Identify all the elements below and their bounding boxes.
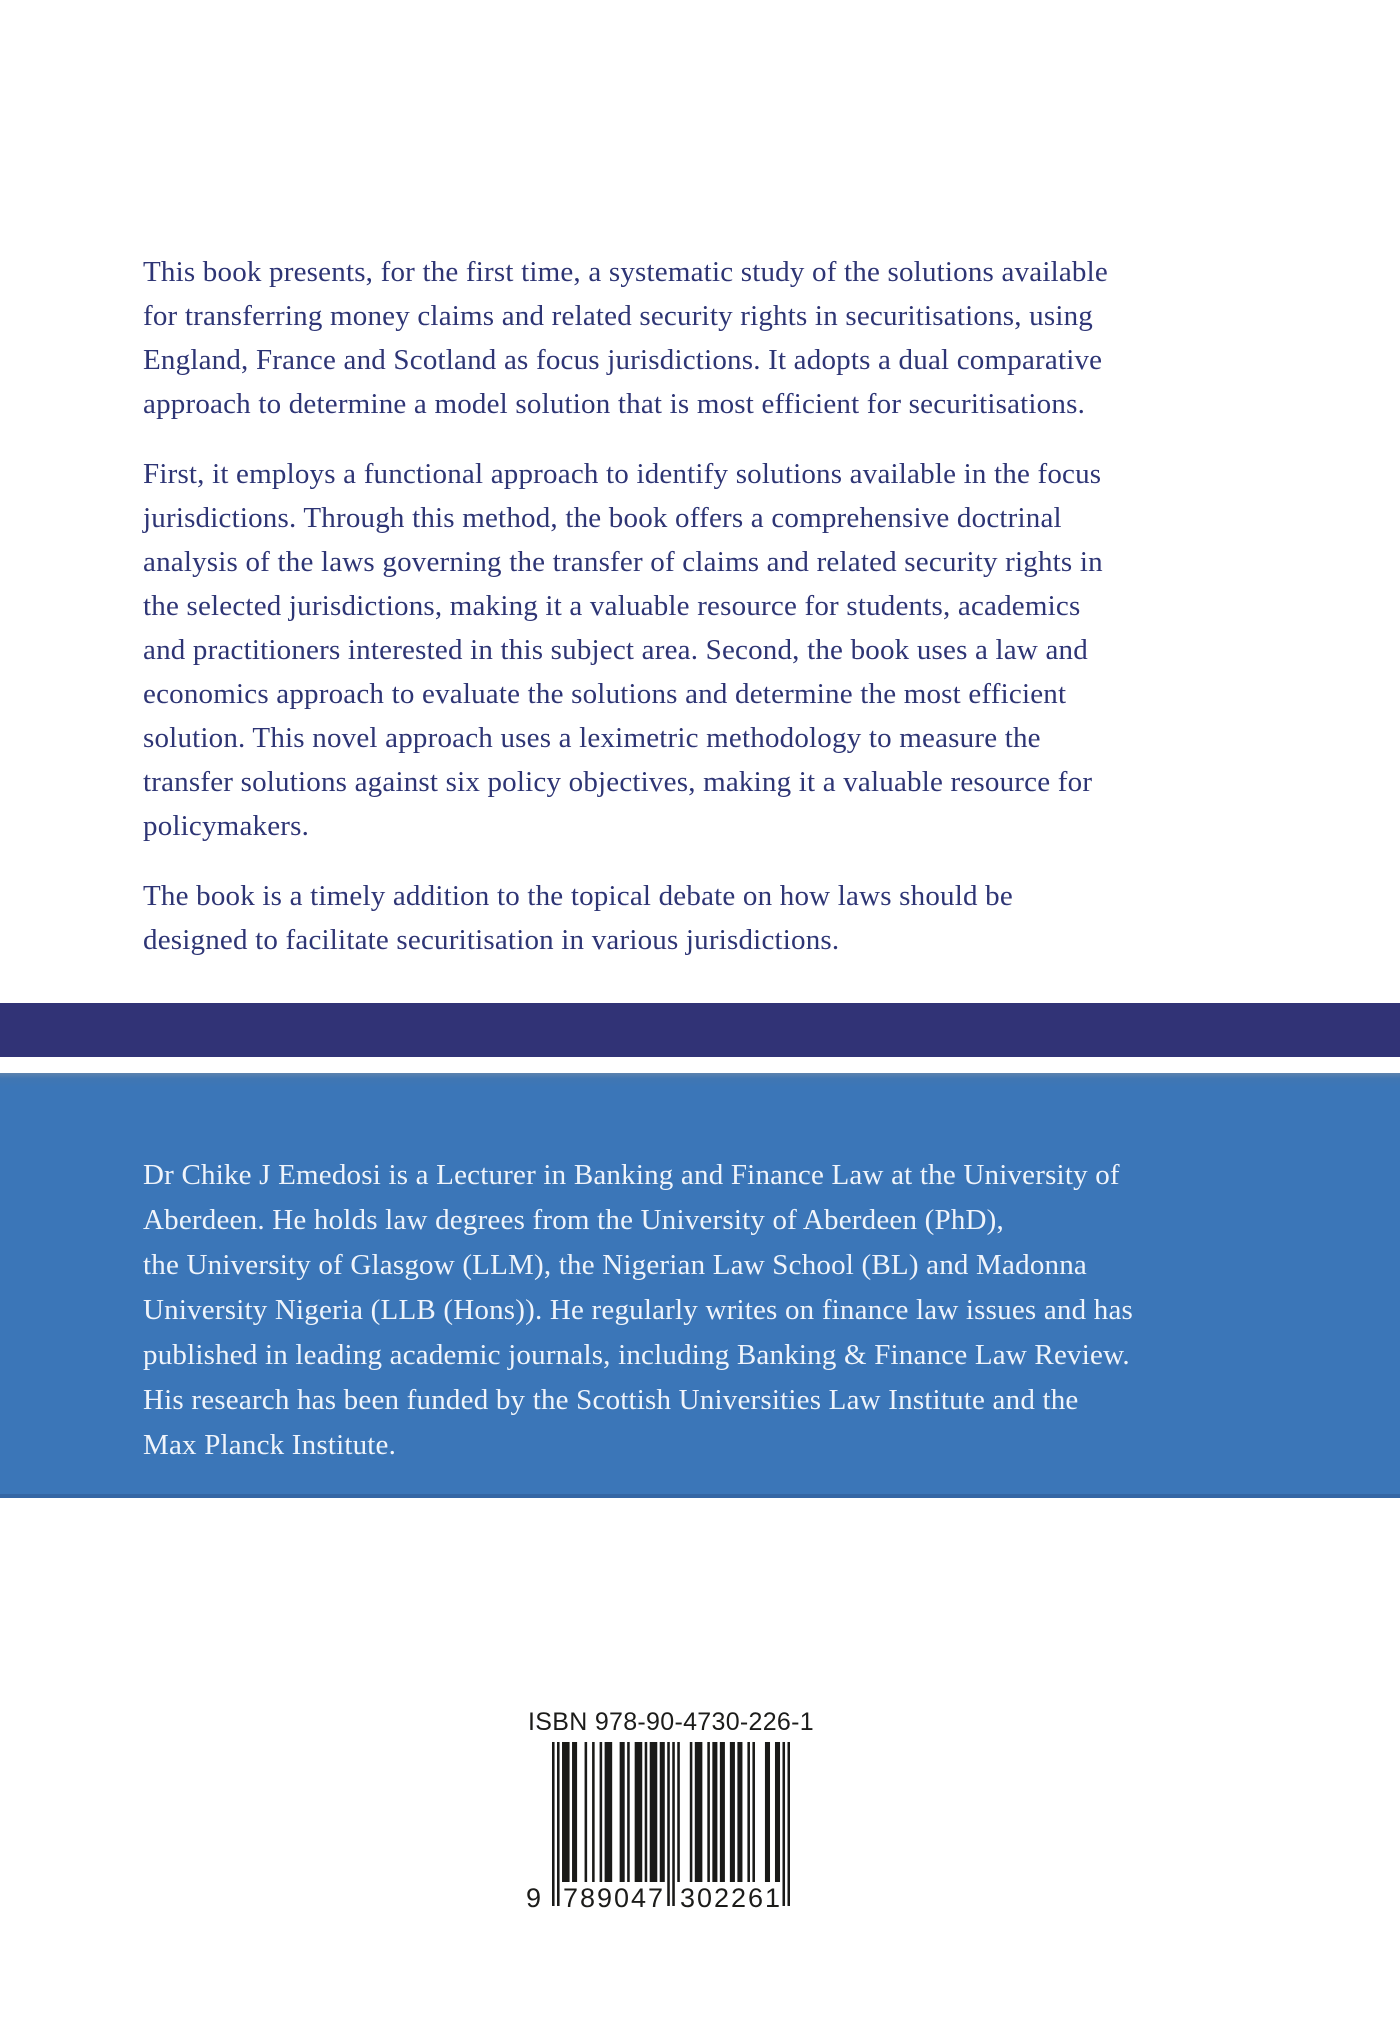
- text-line: Aberdeen. He holds law degrees from the University of Aberdeen (PhD),: [143, 1204, 1004, 1236]
- synopsis-text-block: [143, 250, 1313, 988]
- barcode-digit-group-1: 789047: [562, 1883, 666, 1913]
- author-bio-band: [0, 1073, 1400, 1498]
- text-line: and practitioners interested in this subject area. Second, the book uses a law and: [143, 634, 1088, 666]
- text-line: First, it employs a functional approach to identify solutions available in the focus: [143, 458, 1102, 490]
- isbn-barcode-block: [526, 1708, 814, 1913]
- text-line: for transferring money claims and related security rights in securitisations, using: [143, 300, 1093, 332]
- isbn-label: ISBN 978-90-4730-226-1: [528, 1708, 814, 1736]
- text-line: the University of Glasgow (LLM), the Nigerian Law School (BL) and Madonna: [143, 1249, 1087, 1281]
- text-line: This book presents, for the first time, a systematic study of the solutions available: [143, 256, 1108, 288]
- text-line: The book is a timely addition to the topical debate on how laws should be: [143, 880, 1013, 912]
- author-bio-text: [143, 1153, 1323, 1468]
- text-line: His research has been funded by the Scottish Universities Law Institute and the: [143, 1384, 1079, 1416]
- text-line: economics approach to evaluate the solutions and determine the most efficient: [143, 678, 1067, 710]
- barcode-digit-group-2: 302261: [679, 1883, 783, 1913]
- barcode-digits: [526, 1883, 790, 1913]
- text-line: approach to determine a model solution that is most efficient for securitisations.: [143, 388, 1086, 420]
- text-line: Dr Chike J Emedosi is a Lecturer in Banking and Finance Law at the University of: [143, 1159, 1120, 1191]
- synopsis-paragraph-3: [143, 874, 1313, 962]
- text-line: jurisdictions. Through this method, the book offers a comprehensive doctrinal: [143, 502, 1062, 534]
- synopsis-paragraph-1: [143, 250, 1313, 426]
- barcode-digit-leading: 9: [526, 1883, 544, 1913]
- text-line: the selected jurisdictions, making it a valuable resource for students, academics: [143, 590, 1081, 622]
- text-line: published in leading academic journals, including Banking & Finance Law Review.: [143, 1339, 1130, 1371]
- text-line: University Nigeria (LLB (Hons)). He regularly writes on finance law issues and has: [143, 1294, 1134, 1326]
- text-line: Max Planck Institute.: [143, 1429, 397, 1461]
- text-line: England, France and Scotland as focus jurisdictions. It adopts a dual comparative: [143, 344, 1103, 376]
- band-top-edge: [0, 1073, 1400, 1087]
- navy-divider-band: [0, 1003, 1400, 1057]
- synopsis-paragraph-2: [143, 452, 1313, 848]
- band-bottom-edge: [0, 1494, 1400, 1498]
- text-line: transfer solutions against six policy objectives, making it a valuable resource for: [143, 766, 1093, 798]
- text-line: solution. This novel approach uses a leximetric methodology to measure the: [143, 722, 1041, 754]
- text-line: analysis of the laws governing the transfer of claims and related security rights in: [143, 546, 1103, 578]
- text-line: designed to facilitate securitisation in various jurisdictions.: [143, 924, 840, 956]
- text-line: policymakers.: [143, 810, 310, 842]
